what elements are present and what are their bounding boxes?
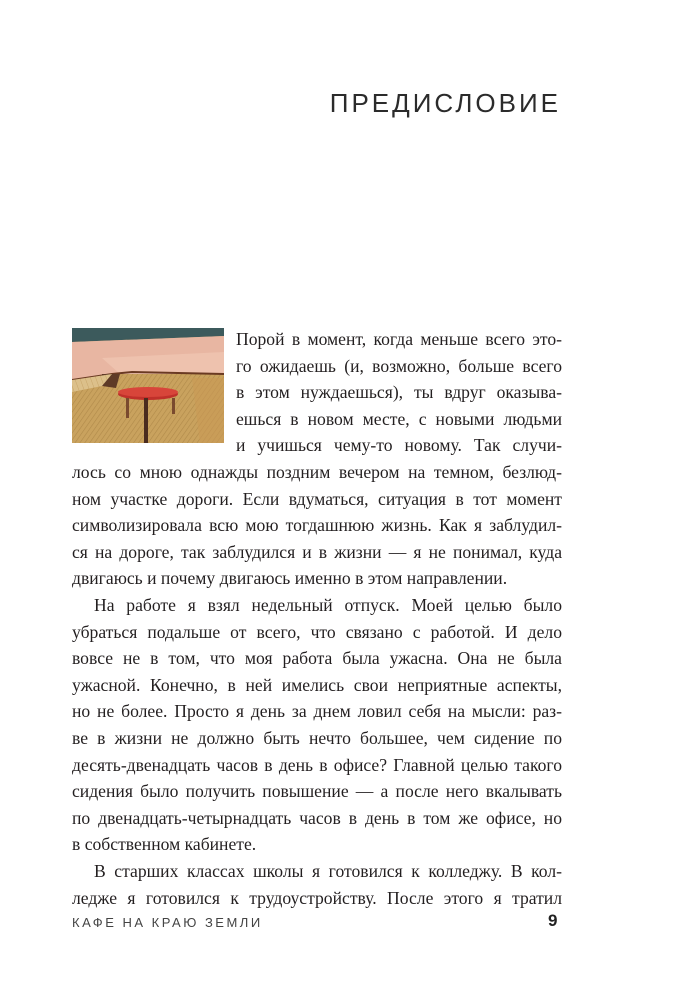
text-line-19: по двенадцать-четырнадцать часов в день в том же офисе, но: [72, 808, 562, 828]
text-line-11: На работе я взял недельный отпуск. Моей целью было: [94, 595, 562, 615]
text-line-18: сидения было получить повышение — а после него вкалывать: [72, 781, 562, 801]
text-line-8: символизировала всю мою тогдашнюю жизнь. Как я заблудил-: [72, 515, 562, 535]
text-line-21: В старших классах школы я готовился к колледжу. В кол-: [94, 861, 562, 881]
text-line-15: но не более. Просто я день за днем ловил себя на мысли: раз-: [72, 701, 562, 721]
text-line-5: и учишься чему-то новому. Так случи-: [236, 435, 562, 455]
text-line-20: в собственном кабинете.: [72, 834, 257, 854]
text-line-4: ешься в новом месте, с новыми людьми: [236, 409, 562, 429]
text-line-14: ужасной. Конечно, в ней имелись свои неприятные аспекты,: [72, 675, 562, 695]
text-line-13: вовсе не в том, что моя работа была ужасна. Она не была: [72, 648, 562, 668]
painted-stool-illustration: [72, 328, 224, 443]
text-line-9: ся на дороге, так заблудился и в жизни — я не понимал, куда: [72, 542, 562, 562]
text-line-10: двигаюсь и почему двигаюсь именно в этом направлении.: [72, 568, 508, 588]
text-line-12: убраться подальше от всего, что связано с работой. И дело: [72, 622, 562, 642]
text-line-6: лось со мною однажды поздним вечером на темном, безлюд-: [72, 462, 562, 482]
running-footer-title: КАФЕ НА КРАЮ ЗЕМЛИ: [72, 915, 263, 930]
page-number: 9: [548, 911, 558, 930]
text-line-7: ном участке дороги. Если вдуматься, ситуация в тот момент: [72, 489, 562, 509]
text-line-17: десять-двенадцать часов в день в офисе? Главной целью такого: [72, 755, 562, 775]
text-line-16: ве в жизни не должно быть нечто большее, чем сидение по: [72, 728, 562, 748]
text-line-22: ледже я готовился к трудоустройству. После этого я тратил: [72, 888, 562, 908]
text-line-1: Порой в момент, когда меньше всего это-: [236, 329, 562, 349]
text-line-3: в этом нуждаешься), ты вдруг оказыва-: [236, 382, 562, 402]
text-line-2: го ожидаешь (и, возможно, больше всего: [236, 356, 562, 376]
chapter-title: ПРЕДИСЛОВИЕ: [329, 88, 561, 118]
